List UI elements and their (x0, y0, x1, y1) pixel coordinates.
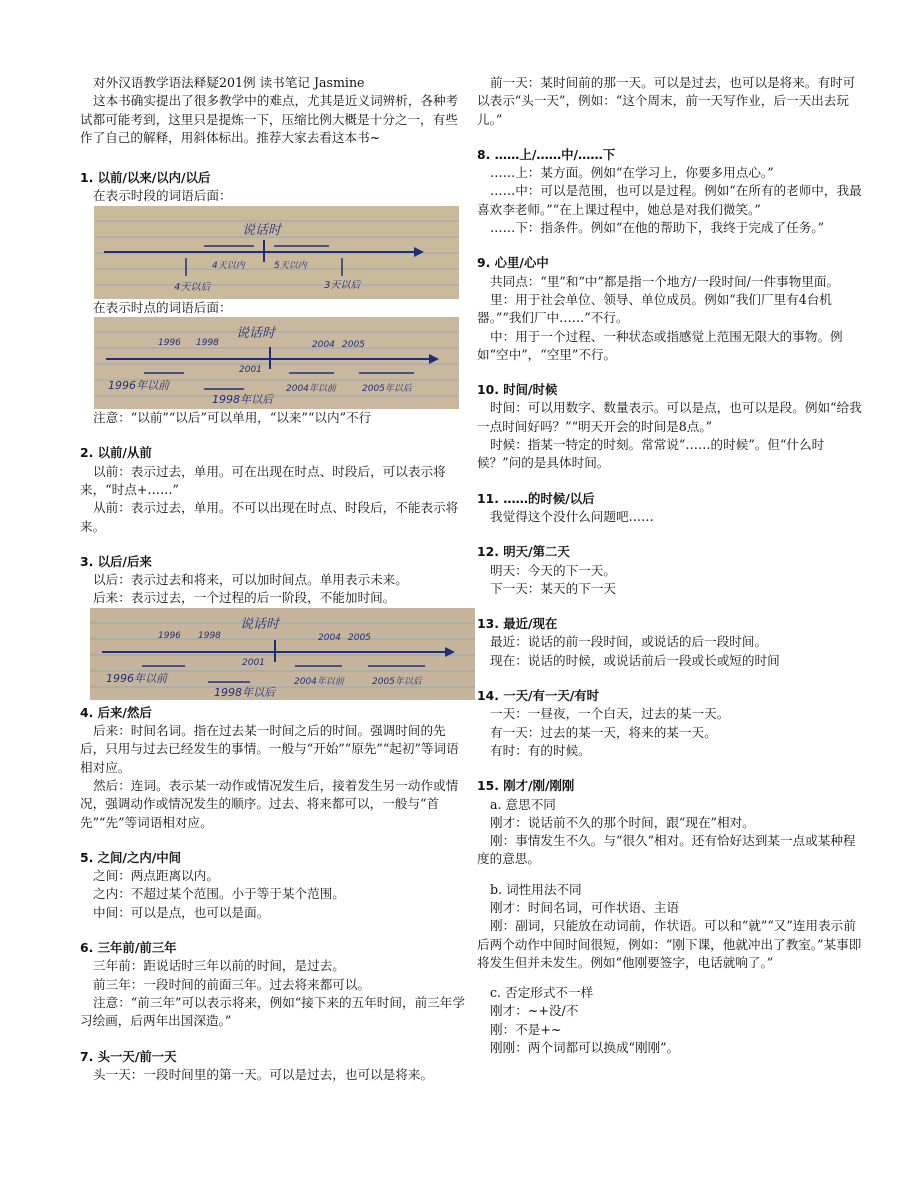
timeline-photo-1 (94, 206, 459, 299)
section-line: 中间：可以是点，也可以是面。 (93, 904, 270, 920)
timeline-photo-3 (90, 608, 475, 700)
photo3-label: 2005年以后 (372, 676, 422, 687)
section-line: ……中：可以是范围，也可以是过程。例如“在所有的老师中，我最喜欢李老师。”“在上课过程中，她总是对我们微笑。” (477, 183, 862, 217)
section-line: 共同点：“里”和“中”都是指一个地方/一段时间/一件事物里面。 (490, 273, 840, 289)
section-line: 后来：时间名词。指在过去某一时间之后的时间。强调时间的先后，只用与过去已经发生的事情。一般与“开始”“原先”“起初”等词语相对应。 (80, 723, 459, 775)
section-5 (80, 849, 465, 922)
section-14 (477, 687, 863, 760)
section-line: 最近：说话的前一段时间，或说话的后一段时间。 (490, 634, 768, 650)
section-8 (477, 146, 863, 237)
section-15 (477, 777, 863, 1057)
section-heading: 7. 头一天/前一天 (80, 1048, 177, 1064)
section-9 (477, 254, 863, 364)
section-line: 刚：副词，只能放在动词前，作状语。可以和“就”“又”连用表示前后两个动作中间时间很短，例如：“刚下课，他就冲出了教室。”某事即将发生但并未发生。例如“他刚要签字，电话就响了。” (477, 918, 862, 970)
section-line: 三年前：距说话时三年以前的时间，是过去。 (93, 958, 345, 974)
photo1-center-label: 说话时 (242, 222, 282, 238)
section-heading: 2. 以前/从前 (80, 445, 152, 461)
section-heading: 11. ……的时候/以后 (477, 490, 595, 506)
section-heading: 3. 以后/后来 (80, 553, 152, 569)
section-heading: 12. 明天/第二天 (477, 544, 570, 560)
section-line: 刚刚：两个词都可以换成“刚刚”。 (490, 1040, 680, 1056)
section-heading: 8. ……上/……中/……下 (477, 146, 616, 162)
photo2-label: 1998年以后 (212, 393, 273, 407)
section-heading: 4. 后来/然后 (80, 704, 152, 720)
section-heading: 9. 心里/心中 (477, 255, 549, 271)
subsection-label: a. 意思不同 (490, 796, 556, 812)
photo3-label: 1996年以前 (106, 671, 167, 685)
timeline-photo-2 (94, 317, 459, 409)
section-line: 注意：“以前”“以后”可以单用，“以来”“以内”不行 (93, 410, 372, 426)
subsection-label: c. 否定形式不一样 (490, 985, 594, 1001)
photo1-label: 5天以内 (274, 260, 307, 271)
section-line: 之内：不超过某个范围。小于等于某个范围。 (93, 886, 345, 902)
section-line: 时候：指某一特定的时刻。常常说“……的时候”。但“什么时候？”问的是具体时间。 (477, 437, 825, 471)
section-heading: 15. 刚才/刚/刚刚 (477, 778, 575, 794)
section-1 (80, 169, 465, 427)
section-13 (477, 615, 863, 670)
photo3-label: 2004 (318, 632, 341, 643)
section-line: 在表示时点的词语后面： (93, 299, 232, 315)
section-line: 然后：连词。表示某一动作或情况发生后，接着发生另一动作或情况，强调动作或情况发生的顺序。过去、将来都可以，一般与“首先”“先”等词语相对应。 (80, 777, 459, 830)
section-heading: 13. 最近/现在 (477, 616, 558, 632)
photo3-label: 1996 (158, 630, 181, 641)
photo2-label: 2004年以前 (286, 384, 336, 395)
photo2-label: 2005 (342, 340, 365, 351)
photo2-label: 2001 (239, 365, 262, 376)
section-2 (80, 444, 465, 535)
photo3-center-label: 说话时 (240, 616, 280, 632)
photo1-label: 4天以后 (174, 281, 211, 293)
left-column (80, 74, 465, 1084)
intro-text: 这本书确实提出了很多教学中的难点，尤其是近义词辨析，各种考试都可能考到，这里只是提炼一下，压缩比例大概是十分之一，有些作了自己的解释，用斜体标出。推荐大家去看这本书~ (80, 93, 459, 145)
section-line: 头一天：一段时间里的第一天。可以是过去，也可以是将来。 (93, 1066, 434, 1082)
photo2-label: 1996年以前 (108, 379, 169, 393)
section-heading: 1. 以前/以来/以内/以后 (80, 170, 211, 186)
section-line: 有一天：过去的某一天，将来的某一天。 (490, 724, 717, 740)
section-line: 中：用于一个过程、一种状态或指感觉上范围无限大的事物。例如“空中”，“空里”不行。 (477, 328, 843, 362)
photo2-label: 2004 (312, 340, 335, 351)
section-6 (80, 939, 465, 1030)
section-4 (80, 704, 465, 832)
section-3 (80, 553, 465, 700)
section-7 (80, 1048, 465, 1085)
section-line: 前三年：一段时间的前面三年。过去将来都可以。 (93, 976, 371, 992)
section-line: 注意：“前三年”可以表示将来，例如“接下来的五年时间，前三年学习绘画，后两年出国深造。” (80, 994, 465, 1029)
section-line: 以后：表示过去和将来，可以加时间点。单用表示未来。 (93, 572, 408, 588)
photo2-center-label: 说话时 (236, 326, 276, 342)
document-title: 对外汉语教学语法释疑201例 读书笔记 Jasmine (93, 75, 365, 90)
section-12 (477, 543, 863, 598)
section-line: 明天：今天的下一天。 (490, 562, 616, 578)
photo3-label: 2005 (348, 632, 371, 643)
section-line: 一天：一昼夜，一个白天，过去的某一天。 (490, 706, 730, 722)
photo3-label: 2001 (242, 657, 265, 668)
section-line: 从前：表示过去，单用。不可以出现在时点、时段后，不能表示将来。 (80, 500, 459, 534)
section-line: 之间：两点距离以内。 (93, 868, 219, 884)
section-line: 下一天：某天的下一天 (490, 580, 616, 596)
section-line: ……下：指条件。例如“在他的帮助下，我终于完成了任务。” (490, 220, 825, 236)
section-line: 在表示时段的词语后面： (93, 188, 232, 204)
subsection-label: b. 词性用法不同 (490, 881, 582, 897)
photo3-label: 1998 (198, 630, 221, 641)
photo2-label: 2005年以后 (362, 384, 412, 395)
section-line: 有时：有的时候。 (490, 742, 591, 758)
section-line: 刚：事情发生不久。与“很久”相对。还有恰好达到某一点或某种程度的意思。 (477, 833, 856, 867)
section-line: 刚才：时间名词，可作状语、主语 (490, 899, 679, 915)
section-line: 现在：说话的时候，或说话前后一段或长或短的时间 (490, 652, 780, 668)
section-heading: 10. 时间/时候 (477, 382, 558, 398)
section-line: 我觉得这个没什么问题吧…… (490, 508, 654, 524)
photo1-label: 4天以内 (212, 260, 245, 271)
section-line: 刚：不是+~ (490, 1021, 562, 1037)
section-line: 以前：表示过去，单用。可在出现在时点、时段后，可以表示将来，“时点+……” (80, 463, 446, 497)
photo1-label: 3天以后 (324, 279, 361, 291)
section-line: 时间：可以用数字、数量表示。可以是点，也可以是段。例如“给我一点时间好吗？”“明天开会的时间是8点。” (477, 400, 862, 434)
section-11 (477, 490, 863, 527)
section-line: 前一天：某时间前的那一天。可以是过去，也可以是将来。有时可以表示“头一天”，例如：“这个周末，前一天写作业，后一天出去玩儿。” (477, 75, 856, 127)
section-line: 后来：表示过去，一个过程的后一阶段，不能加时间。 (93, 590, 396, 606)
section-heading: 5. 之间/之内/中间 (80, 849, 182, 865)
section-line: 刚才：说话前不久的那个时间，跟“现在”相对。 (490, 814, 755, 830)
section-line: ……上：某方面。例如“在学习上，你要多用点心。” (490, 165, 774, 181)
section-10 (477, 381, 863, 472)
right-column (477, 74, 863, 1057)
section-heading: 14. 一天/有一天/有时 (477, 688, 600, 704)
photo2-label: 1998 (196, 338, 219, 349)
section-line: 里：用于社会单位、领导、单位成员。例如“我们厂里有4台机器。”“我们厂中……”不行。 (477, 291, 832, 326)
section-line: 刚才：~+没/不 (490, 1003, 579, 1019)
section-heading: 6. 三年前/前三年 (80, 940, 177, 956)
photo3-label: 1998年以后 (214, 685, 275, 699)
photo2-label: 1996 (158, 338, 181, 349)
photo3-label: 2004年以前 (294, 676, 344, 687)
